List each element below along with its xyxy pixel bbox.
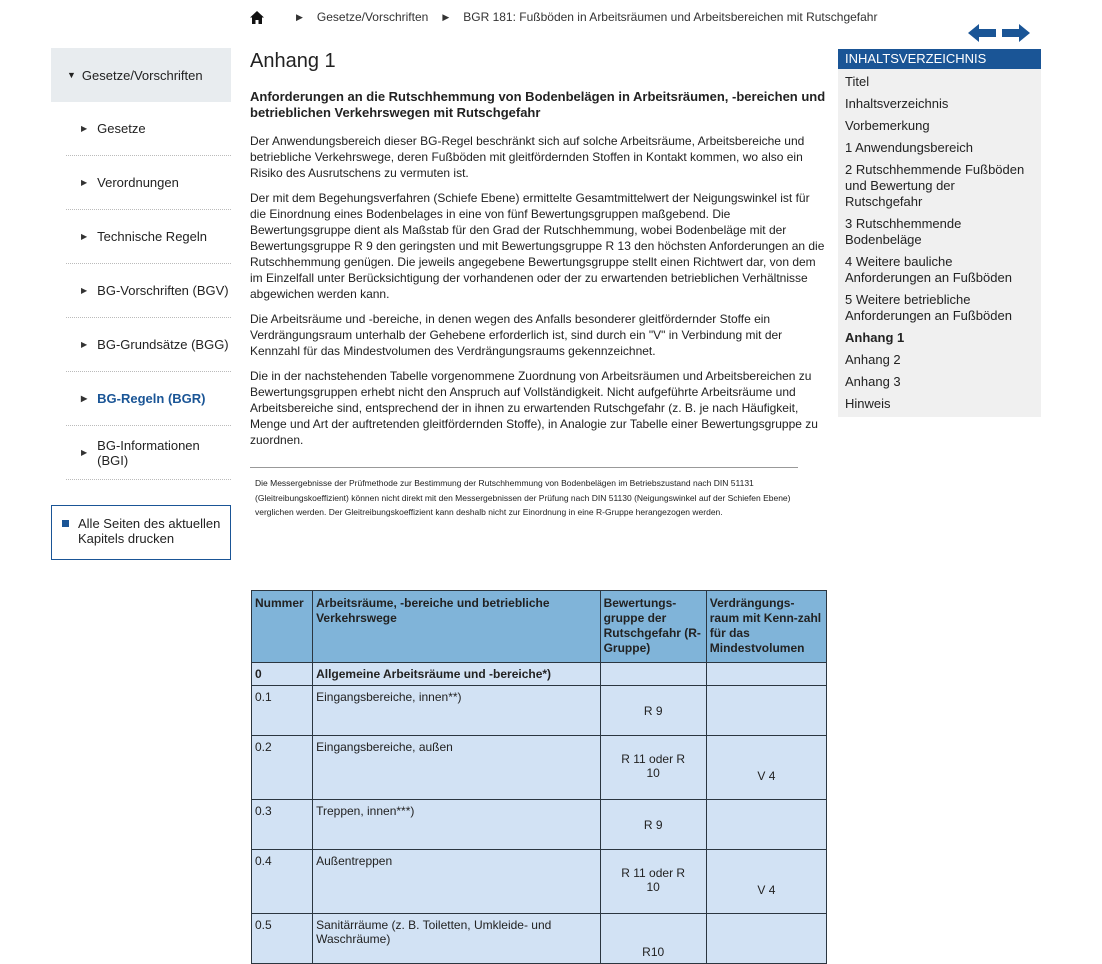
cell-r-group: R 9: [600, 686, 706, 736]
leftnav-item-technische-regeln[interactable]: [66, 210, 231, 264]
toc-item-inhaltsverzeichnis[interactable]: Inhaltsverzeichnis: [845, 96, 949, 111]
page-navigation: [968, 24, 1030, 42]
toc-item-anhang-2[interactable]: Anhang 2: [845, 352, 901, 367]
toc-item-vorbemerkung[interactable]: Vorbemerkung: [845, 118, 930, 133]
cell-r-group: R 11 oder R 10: [600, 850, 706, 914]
cell-displacement: [706, 686, 826, 736]
page-title: Anhang 1: [250, 50, 336, 72]
footnote: Die Messergebnisse der Prüfmethode zur Bestimmung der Rutschhemmung von Bodenbelägen im Betriebszustand nach DIN 51131 (Gleitreibungskoeffizient) können nicht direkt mit den Messergebnissen der Prüfung nach DIN 51130 (Neigungswinkel auf der Schiefen Ebene) verglichen werden. Der Gleitreibungskoeffizient kann deshalb nicht zur Einordnung in eine R-Gruppe herangezogen werden.: [255, 478, 791, 517]
cell-area: Eingangsbereiche, innen**): [313, 686, 601, 736]
toc-item-3[interactable]: 3 Rutschhemmende Bodenbeläge: [845, 216, 962, 247]
cell-displacement: V 4: [706, 736, 826, 800]
chevron-right-icon: ▶: [81, 448, 88, 457]
cell-area: Außentreppen: [313, 850, 601, 914]
main-content: [250, 48, 827, 520]
table-row: [252, 800, 827, 850]
toc-item-1[interactable]: 1 Anwendungsbereich: [845, 140, 973, 155]
chevron-down-icon: ▼: [67, 70, 76, 80]
column-header-number: Nummer: [252, 591, 313, 663]
table-row: [252, 663, 827, 686]
paragraph: Der mit dem Begehungsverfahren (Schiefe Ebene) ermittelte Gesamtmittelwert der Neigungswinkel ist für die Einordnung eines Bodenbelages in eine von fünf Bewertungsgruppen maßgebend. Die Bewertungsgruppe dient als Maßstab für den Grad der Rutschhemmung, wobei Bodenbeläge mit der Bewertungsgruppe R 9 den geringsten und mit Bewertungsgruppe R 13 den höchsten Anforderungen an die Rutschhemmung genügen. Die jeweils angegebene Bewertungsgruppe stellt einen Richtwert dar, von dem im Einzelfall unter Berücksichtigung der vorhandenen oder der zu erwartenden betrieblichen Verhältnisse abgewichen werden kann.: [250, 191, 825, 301]
toc-item-titel[interactable]: Titel: [845, 74, 870, 89]
leftnav-item-label: BG-Informationen (BGI): [97, 437, 200, 468]
table-of-contents: [838, 49, 1041, 417]
toc-item-5[interactable]: 5 Weitere betriebliche Anforderungen an Fußböden: [845, 292, 1012, 323]
leftnav-item-bgg[interactable]: [66, 318, 231, 372]
paragraph: Die in der nachstehenden Tabelle vorgenommene Zuordnung von Arbeitsräumen und Arbeitsbereichen zu Bewertungsgruppen erhebt nicht den Anspruch auf Vollständigkeit. Nicht aufgeführte Arbeitsräume und Arbeitsbereiche sind, entsprechend der in ihnen zu erwartenden Rutschgefahr (z. B. je nach Häufigkeit, Menge und Art der auftretenden gleitfördernden Stoffe), in Analogie zur Tabelle einer Bewertungsgruppe zu zuordnen.: [250, 369, 818, 447]
paragraph: Die Arbeitsräume und -bereiche, in denen wegen des Anfalls besonderer gleitfördernder Stoffe ein Verdrängungsraum unterhalb der Gehebene erforderlich ist, sind durch ein "V" in Verbindung mit der Kennzahl für das Mindestvolumen des Verdrängungsraums gekennzeichnet.: [250, 312, 783, 358]
cell-number: 0.1: [252, 686, 313, 736]
leftnav-header-label: Gesetze/Vorschriften: [81, 67, 203, 83]
print-chapter-label: Alle Seiten des aktuellen Kapitels drucken: [78, 516, 221, 546]
chevron-right-icon: ▶: [81, 340, 88, 349]
arrow-left-icon[interactable]: [968, 24, 996, 42]
table-row: [252, 914, 827, 964]
leftnav-item-label: BG-Regeln (BGR): [97, 391, 206, 406]
toc-item-anhang-1[interactable]: Anhang 1: [845, 330, 905, 345]
leftnav-item-label: Gesetze: [97, 121, 146, 136]
breadcrumb: [250, 8, 877, 26]
cell-r-group: R10: [600, 914, 706, 964]
print-chapter-button[interactable]: [51, 505, 231, 560]
cell-r-group: R 11 oder R 10: [600, 736, 706, 800]
chevron-right-icon: ▶: [81, 178, 88, 187]
leftnav-item-bgr[interactable]: [66, 372, 231, 426]
cell-area: Eingangsbereiche, außen: [313, 736, 601, 800]
chevron-right-icon: ▶: [81, 124, 88, 133]
leftnav-item-label: Technische Regeln: [97, 229, 208, 244]
chevron-right-icon: ▶: [81, 232, 88, 241]
table-header-row: [252, 591, 827, 663]
paragraph: Der Anwendungsbereich dieser BG-Regel beschränkt sich auf solche Arbeitsräume, Arbeitsbereiche und betriebliche Verkehrswege, deren Fußböden mit gleitfördernden Stoffen in Kontakt kommen, wo also ein Risiko des Ausrutschens zu vermuten ist.: [250, 134, 805, 180]
cell-area: Sanitärräume (z. B. Toiletten, Umkleide- und Waschräume): [313, 914, 601, 964]
page-subtitle: Anforderungen an die Rutschhemmung von Bodenbelägen in Arbeitsräumen, -bereichen und betrieblichen Verkehrswegen mit Rutschgefahr: [250, 89, 826, 120]
leftnav-item-bgv[interactable]: [66, 264, 231, 318]
column-header-displacement: Verdrängungs-raum mit Kenn-zahl für das Mindestvolumen: [706, 591, 826, 663]
column-header-area: Arbeitsräume, -bereiche und betriebliche Verkehrswege: [313, 591, 601, 663]
cell-r-group: R 9: [600, 800, 706, 850]
leftnav-item-label: BG-Grundsätze (BGG): [97, 337, 229, 352]
cell-displacement: V 4: [706, 850, 826, 914]
leftnav-item-gesetze[interactable]: [66, 102, 231, 156]
r-group-table: [251, 590, 827, 964]
table-row: [252, 850, 827, 914]
toc-item-4[interactable]: 4 Weitere bauliche Anforderungen an Fußböden: [845, 254, 1012, 285]
chevron-right-icon: ▶: [81, 394, 88, 403]
column-header-r-group: Bewertungs-gruppe der Rutschgefahr (R-Gruppe): [600, 591, 706, 663]
leftnav-item-label: Verordnungen: [97, 175, 179, 190]
chevron-right-icon: ▶: [296, 11, 303, 22]
bullet-square-icon: [62, 520, 69, 527]
cell-displacement: [706, 663, 826, 686]
chevron-right-icon: ▶: [442, 11, 450, 22]
toc-header: INHALTSVERZEICHNIS: [838, 49, 1041, 69]
cell-number: 0.5: [252, 914, 313, 964]
home-icon[interactable]: [250, 11, 264, 24]
toc-item-2[interactable]: 2 Rutschhemmende Fußböden und Bewertung der Rutschgefahr: [845, 162, 1025, 209]
cell-number: 0: [252, 663, 313, 686]
leftnav-item-bgi[interactable]: [66, 426, 231, 480]
table-row: [252, 736, 827, 800]
breadcrumb-item-gesetze[interactable]: Gesetze/Vorschriften: [316, 10, 429, 24]
cell-area: Allgemeine Arbeitsräume und -bereiche*): [313, 663, 601, 686]
table-row: [252, 686, 827, 736]
toc-item-anhang-3[interactable]: Anhang 3: [845, 374, 901, 389]
divider: [250, 467, 798, 468]
breadcrumb-item-current: BGR 181: Fußböden in Arbeitsräumen und Arbeitsbereichen mit Rutschgefahr: [463, 10, 878, 24]
chevron-right-icon: ▶: [81, 286, 88, 295]
left-navigation: [51, 48, 231, 480]
cell-r-group: [600, 663, 706, 686]
arrow-right-icon[interactable]: [1002, 24, 1030, 42]
leftnav-item-label: BG-Vorschriften (BGV): [97, 283, 229, 298]
cell-area: Treppen, innen***): [313, 800, 601, 850]
cell-number: 0.3: [252, 800, 313, 850]
leftnav-item-verordnungen[interactable]: [66, 156, 231, 210]
cell-displacement: [706, 914, 826, 964]
toc-item-hinweis[interactable]: Hinweis: [845, 396, 891, 411]
leftnav-header[interactable]: [51, 48, 231, 102]
cell-number: 0.4: [252, 850, 313, 914]
cell-displacement: [706, 800, 826, 850]
cell-number: 0.2: [252, 736, 313, 800]
